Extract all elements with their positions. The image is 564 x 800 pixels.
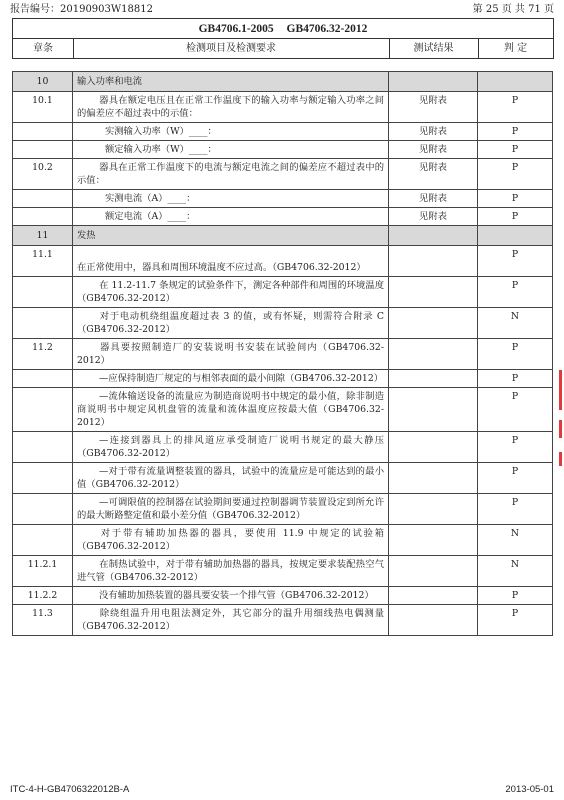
clause-cell (13, 525, 73, 556)
report-number: 报告编号：20190903W18812 (10, 4, 153, 15)
table-row (13, 308, 553, 339)
doc-code: ITC-4-H-GB4706322012B-A (10, 784, 130, 795)
result-cell (389, 277, 478, 308)
table-row (13, 463, 553, 494)
clause-cell (13, 432, 73, 463)
requirement-cell: 没有辅助加热装置的器具要安装一个排气管（GB4706.32-2012） (73, 587, 389, 605)
col-item: 检测项目及检测要求 (186, 43, 276, 54)
verdict-cell: P (478, 208, 553, 226)
table-row (13, 208, 553, 226)
col-result: 测试结果 (413, 43, 454, 54)
table-row (13, 388, 553, 432)
result-cell (389, 370, 478, 388)
verdict-cell: P (478, 141, 553, 159)
clause-cell (13, 388, 73, 432)
page-footer (10, 784, 554, 796)
result-cell: 见附表 (389, 92, 478, 123)
verdict-cell: P (478, 370, 553, 388)
clause-cell (13, 463, 73, 494)
result-cell (389, 308, 478, 339)
result-cell: 见附表 (389, 159, 478, 190)
table-row (13, 525, 553, 556)
verdict-cell: P (478, 605, 553, 636)
clause-cell (13, 494, 73, 525)
verdict-cell: N (478, 525, 553, 556)
requirement-cell: 实测输入功率（W）____： (73, 123, 389, 141)
result-cell (389, 525, 478, 556)
requirement-cell: 器具要按照制造厂的安装说明书安装在试验间内（GB4706.32-2012） (73, 339, 389, 370)
requirement-cell: 对于带有辅助加热器的器具，要使用 11.9 中规定的试验箱（GB4706.32-2012） (73, 525, 389, 556)
result-cell (389, 605, 478, 636)
result-cell (389, 246, 478, 277)
clause-cell: 11 (13, 226, 73, 246)
table-row (13, 370, 553, 388)
requirement-cell: —应保持制造厂规定的与相邻表面的最小间隙（GB4706.32-2012） (73, 370, 389, 388)
requirement-cell: 除绕组温升用电阻法测定外，其它部分的温升用细线热电偶测量（GB4706.32-2012） (73, 605, 389, 636)
verdict-cell: N (478, 308, 553, 339)
requirement-cell: 在制热试验中，对于带有辅助加热器的器具，按规定要求装配热空气进气管（GB4706.32-2012） (73, 556, 389, 587)
col-clause: 章条 (33, 43, 53, 54)
table-row (13, 123, 553, 141)
verdict-cell: P (478, 339, 553, 370)
verdict-cell: P (478, 190, 553, 208)
result-cell (389, 432, 478, 463)
clause-cell (13, 308, 73, 339)
section-row (13, 226, 553, 246)
table-row (13, 190, 553, 208)
clause-cell: 11.3 (13, 605, 73, 636)
inspection-table (12, 71, 553, 636)
requirement-cell: —连接到器具上的排风道应承受制造厂说明书规定的最大静压（GB4706.32-2012） (73, 432, 389, 463)
requirement-cell: 输入功率和电流 (73, 72, 389, 92)
clause-cell (13, 277, 73, 308)
clause-cell: 10 (13, 72, 73, 92)
clause-cell (13, 141, 73, 159)
verdict-cell: P (478, 123, 553, 141)
table-row (13, 141, 553, 159)
requirement-cell: 对于电动机绕组温度超过表 3 的值，或有怀疑，则需符合附录 C（GB4706.32-2012） (73, 308, 389, 339)
section-row (13, 72, 553, 92)
verdict-cell: P (478, 463, 553, 494)
table-row (13, 494, 553, 525)
page-header (10, 3, 554, 17)
verdict-cell (478, 72, 553, 92)
requirement-cell: 器具在额定电压且在正常工作温度下的输入功率与额定输入功率之间的偏差应不超过表中的示值： (73, 92, 389, 123)
table-row (13, 587, 553, 605)
table-row (13, 277, 553, 308)
table-row (13, 92, 553, 123)
requirement-cell: 在正常使用中，器具和周围环境温度不应过高。（GB4706.32-2012） (73, 246, 389, 277)
result-cell (389, 339, 478, 370)
table-row (13, 339, 553, 370)
edge-mark (559, 370, 562, 410)
result-cell (389, 72, 478, 92)
requirement-cell: —对于带有流量调整装置的器具，试验中的流量应是可能达到的最小值（GB4706.32-2012） (73, 463, 389, 494)
standard-title: GB4706.1-2005 GB4706.32-2012 (12, 18, 554, 39)
requirement-cell: —流体输送设备的流量应为制造商说明书中规定的最小值，除非制造商说明书中规定风机盘管的流量和流体温度应按最大值（GB4706.32-2012） (73, 388, 389, 432)
edge-mark (559, 452, 562, 466)
result-cell (389, 494, 478, 525)
verdict-cell: P (478, 432, 553, 463)
verdict-cell: P (478, 494, 553, 525)
requirement-cell: 器具在正常工作温度下的电流与额定电流之间的偏差应不超过表中的示值： (73, 159, 389, 190)
clause-cell (13, 208, 73, 226)
verdict-cell: P (478, 277, 553, 308)
result-cell: 见附表 (389, 190, 478, 208)
clause-cell (13, 123, 73, 141)
verdict-cell: P (478, 246, 553, 277)
col-verdict: 判 定 (503, 43, 528, 54)
verdict-cell: P (478, 159, 553, 190)
result-cell (389, 463, 478, 494)
clause-cell (13, 370, 73, 388)
footer-date: 2013-05-01 (505, 784, 554, 795)
clause-cell: 11.2.1 (13, 556, 73, 587)
result-cell (389, 226, 478, 246)
table-row (13, 432, 553, 463)
verdict-cell: N (478, 556, 553, 587)
table-row (13, 556, 553, 587)
clause-cell (13, 190, 73, 208)
page-counter: 第 25 页 共 71 页 (472, 4, 554, 15)
requirement-cell: 实测电流（A）____： (73, 190, 389, 208)
clause-cell: 11.1 (13, 246, 73, 277)
result-cell: 见附表 (389, 141, 478, 159)
result-cell (389, 556, 478, 587)
result-cell: 见附表 (389, 208, 478, 226)
result-cell (389, 388, 478, 432)
table-row (13, 605, 553, 636)
verdict-cell: P (478, 388, 553, 432)
verdict-cell: P (478, 92, 553, 123)
result-cell: 见附表 (389, 123, 478, 141)
table-row (13, 246, 553, 277)
table-row (13, 159, 553, 190)
clause-cell: 11.2 (13, 339, 73, 370)
clause-cell: 10.2 (13, 159, 73, 190)
column-header (12, 38, 554, 59)
clause-cell: 11.2.2 (13, 587, 73, 605)
clause-cell: 10.1 (13, 92, 73, 123)
verdict-cell: P (478, 587, 553, 605)
result-cell (389, 587, 478, 605)
verdict-cell (478, 226, 553, 246)
requirement-cell: —可调限值的控制器在试验期间要通过控制器调节装置设定到所允许的最大断路整定值和最小差分值（GB4706.32-2012） (73, 494, 389, 525)
requirement-cell: 在 11.2-11.7 条规定的试验条件下，测定各种部件和周围的环境温度（GB4706.32-2012） (73, 277, 389, 308)
edge-mark (559, 420, 562, 438)
requirement-cell: 发热 (73, 226, 389, 246)
requirement-cell: 额定电流（A）____： (73, 208, 389, 226)
requirement-cell: 额定输入功率（W）____： (73, 141, 389, 159)
